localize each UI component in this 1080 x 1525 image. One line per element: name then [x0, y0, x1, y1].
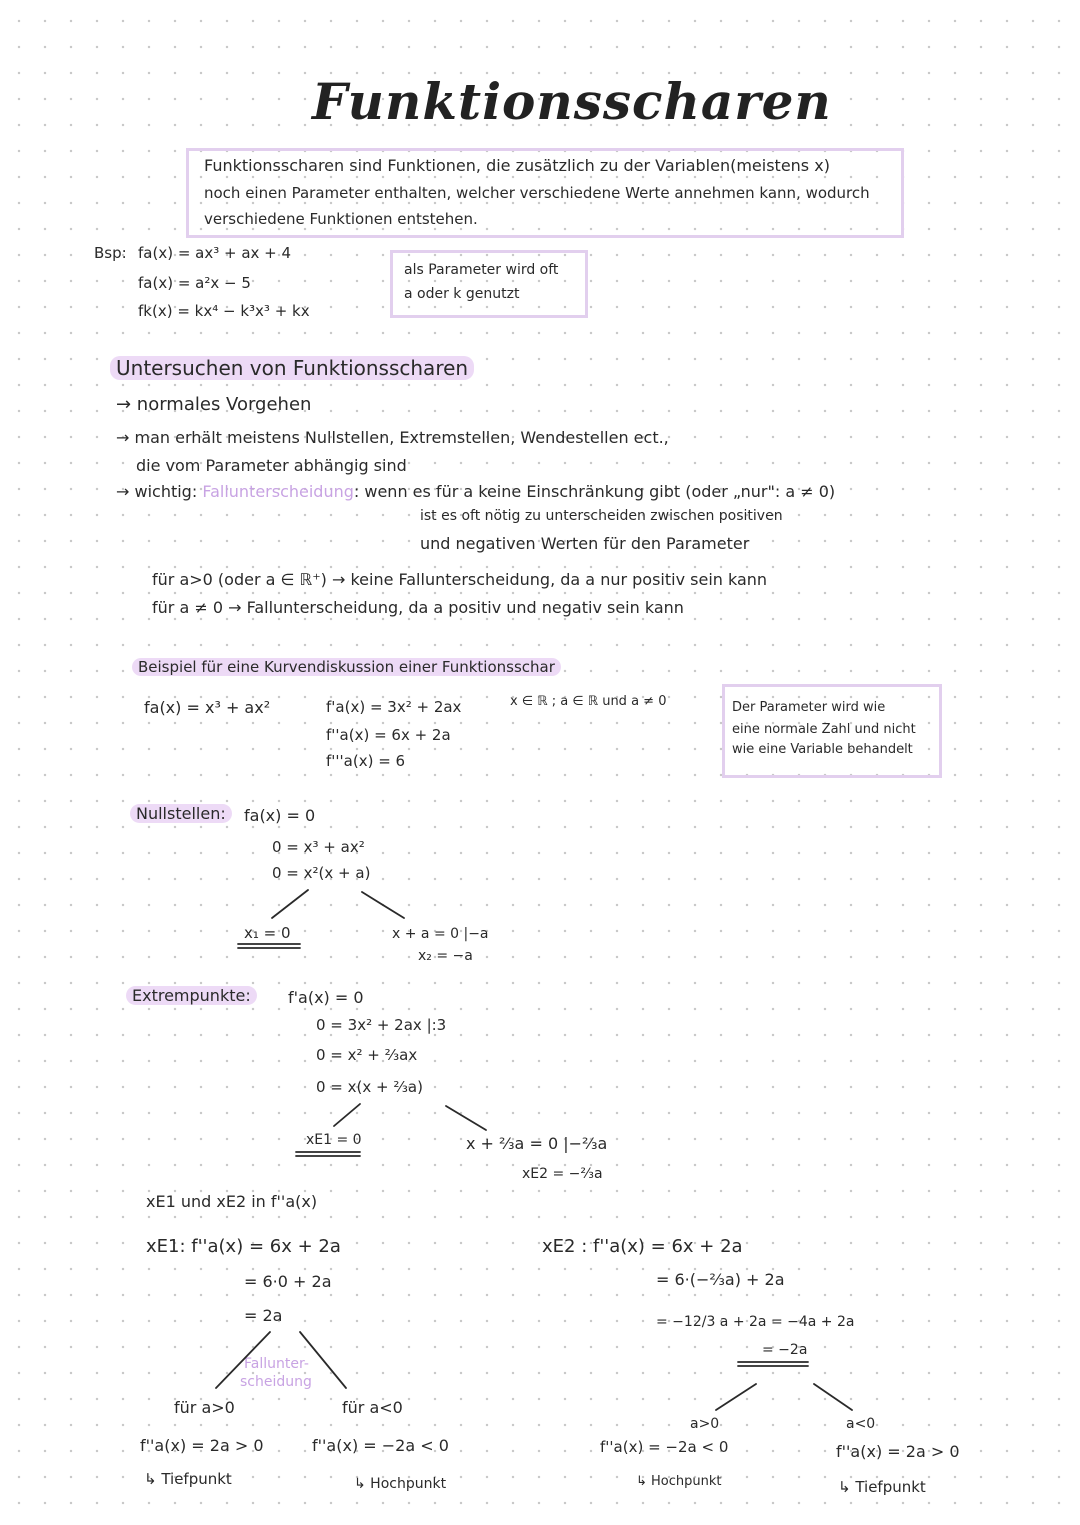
bullet-important-label: → wichtig:: [116, 482, 198, 501]
fallunterscheidung-label-2: scheidung: [240, 1374, 312, 1390]
zero-x1: x₁ = 0: [244, 924, 291, 942]
right-case-positive: a>0: [690, 1416, 720, 1432]
extrema-condition: f'a(x) = 0: [288, 988, 364, 1007]
bullet-normal: → normales Vorgehen: [116, 394, 312, 415]
check-right-2: = 6·(−⅔a) + 2a: [656, 1270, 785, 1289]
left-tree-right: [300, 1332, 346, 1388]
zeros-branch-left: [272, 890, 308, 918]
zeros-condition: fa(x) = 0: [244, 806, 316, 825]
right-negative-type: ↳ Tiefpunkt: [838, 1478, 926, 1496]
check-left-3: = 2a: [244, 1306, 283, 1325]
function-f: fa(x) = x³ + ax²: [144, 698, 271, 717]
right-case-negative: a<0: [846, 1416, 876, 1432]
check-right-3: = −12/3 a + 2a = −4a + 2a: [656, 1314, 855, 1330]
fallunterscheidung-label-1: Fallunter-: [244, 1356, 309, 1372]
bullet-results: → man erhält meistens Nullstellen, Extremstellen, Wendestellen ect.,: [116, 428, 669, 447]
page-title: Funktionsscharen: [312, 72, 832, 131]
examples-label: Bsp:: [94, 244, 127, 262]
left-case-positive: für a>0: [174, 1398, 235, 1417]
section-heading: Untersuchen von Funktionsscharen: [110, 356, 474, 380]
highlight-fallunterscheidung: Fallunterscheidung: [202, 482, 354, 501]
check-left-2: = 6·0 + 2a: [244, 1272, 332, 1291]
extrema-step-2: 0 = x² + ⅔ax: [316, 1046, 418, 1064]
bullet-important-text: : wenn es für a keine Einschränkung gibt (oder „nur": a ≠ 0): [353, 482, 836, 501]
example-3: fk(x) = kx⁴ − k³x³ + kx: [138, 302, 310, 320]
parameter-hint-line-3: wie eine Variable behandelt: [732, 742, 913, 757]
check-left-1: xE1: f''a(x) = 6x + 2a: [146, 1236, 341, 1257]
case-nonzero: für a ≠ 0 → Fallunterscheidung, da a positiv und negativ sein kann: [152, 598, 684, 617]
extremum-xe2: xE2 = −⅔a: [522, 1166, 603, 1182]
left-case-negative: für a<0: [342, 1398, 403, 1417]
zeros-equation: x + a = 0 |−a: [392, 926, 489, 942]
function-f2: f''a(x) = 6x + 2a: [326, 726, 451, 744]
check-heading: xE1 und xE2 in f''a(x): [146, 1192, 318, 1211]
bullet-important-cont-1: ist es oft nötig zu unterscheiden zwischen positiven: [420, 508, 783, 524]
extrema-branch-left: [334, 1104, 360, 1126]
left-positive-type: ↳ Tiefpunkt: [144, 1470, 232, 1488]
zero-x2: x₂ = −a: [418, 948, 473, 964]
left-positive-result: f''a(x) = 2a > 0: [140, 1436, 264, 1455]
check-right-4: = −2a: [762, 1342, 808, 1358]
definition-line-2: noch einen Parameter enthalten, welcher verschiedene Werte annehmen kann, wodurch: [204, 184, 870, 202]
example-2: fa(x) = a²x − 5: [138, 274, 251, 292]
extrema-step-3: 0 = x(x + ⅔a): [316, 1078, 423, 1096]
example-1: fa(x) = ax³ + ax + 4: [138, 244, 292, 262]
left-tree-left: [216, 1332, 270, 1388]
bullet-important-cont-2: und negativen Werten für den Parameter: [420, 534, 750, 553]
parameter-note-line-2: a oder k genutzt: [404, 286, 520, 302]
example-heading: Beispiel für eine Kurvendiskussion einer Funktionsschar: [132, 658, 561, 676]
right-tree-left: [716, 1384, 756, 1410]
definition-line-3: verschiedene Funktionen entstehen.: [204, 210, 478, 228]
extrema-branch-right: [446, 1106, 486, 1130]
extrema-label: Extrempunkte:: [126, 986, 257, 1005]
right-positive-type: ↳ Hochpunkt: [636, 1474, 722, 1489]
function-f1: f'a(x) = 3x² + 2ax: [326, 698, 462, 716]
right-positive-result: f''a(x) = −2a < 0: [600, 1438, 729, 1456]
function-f3: f'''a(x) = 6: [326, 752, 406, 770]
extrema-equation: x + ⅔a = 0 |−⅔a: [466, 1134, 608, 1153]
definition-line-1: Funktionsscharen sind Funktionen, die zusätzlich zu der Variablen(meistens x): [204, 156, 830, 175]
parameter-hint-line-2: eine normale Zahl und nicht: [732, 722, 916, 737]
parameter-note-line-1: als Parameter wird oft: [404, 262, 559, 278]
domain-text: x ∈ ℝ ; a ∈ ℝ und a ≠ 0: [510, 694, 667, 709]
zeros-branch-right: [362, 892, 404, 918]
zeros-step-1: 0 = x³ + ax²: [272, 838, 365, 856]
right-tree-right: [814, 1384, 852, 1410]
zeros-label: Nullstellen:: [130, 804, 232, 823]
zeros-step-2: 0 = x²(x + a): [272, 864, 371, 882]
extrema-step-1: 0 = 3x² + 2ax |:3: [316, 1016, 447, 1034]
check-right-1: xE2 : f''a(x) = 6x + 2a: [542, 1236, 743, 1257]
case-positive: für a>0 (oder a ∈ ℝ⁺) → keine Fallunterscheidung, da a nur positiv sein kann: [152, 570, 768, 589]
parameter-hint-line-1: Der Parameter wird wie: [732, 700, 886, 715]
extremum-xe1: xE1 = 0: [306, 1132, 362, 1148]
left-negative-result: f''a(x) = −2a < 0: [312, 1436, 449, 1455]
left-negative-type: ↳ Hochpunkt: [354, 1476, 447, 1492]
right-negative-result: f''a(x) = 2a > 0: [836, 1442, 960, 1461]
bullet-results-cont: die vom Parameter abhängig sind: [136, 456, 407, 475]
